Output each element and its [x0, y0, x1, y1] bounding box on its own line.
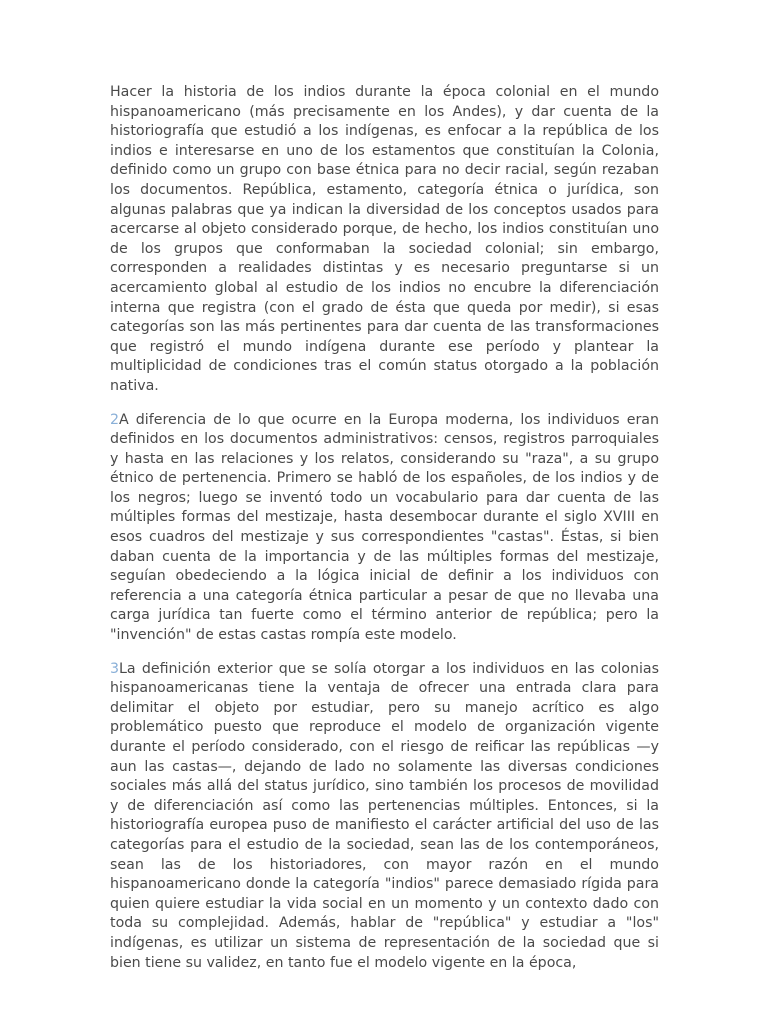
paragraph-2-text: A diferencia de lo que ocurre en la Europa moderna, los individuos eran definidos en los documentos administrativos: censos, registros parroquiales y hasta en las relaciones y los relatos, considerando su "raza", a su grupo étnico de pertenencia. Primero se habló de los españoles, de los indios y de los negros; luego se inventó todo un vocabulario para dar cuenta de las múltiples formas del mestizaje, hasta desembocar durante el siglo XVIII en esos cuadros del mestizaje y sus correspondientes "castas". Éstas, si bien daban cuenta de la importancia y de las múltiples formas del mestizaje, seguían obedeciendo a la lógica inicial de definir a los individuos con referencia a una categoría étnica particular a pesar de que no llevaba una carga jurídica tan fuerte como el término anterior de república; pero la "invención" de estas castas rompía este modelo.	[110, 411, 659, 644]
paragraph-2-number[interactable]: 2	[110, 411, 120, 428]
paragraph-3	[110, 660, 659, 974]
paragraph-1-text: Hacer la historia de los indios durante la época colonial en el mundo hispanoamericano (más precisamente en los Andes), y dar cuenta de la historiografía que estudió a los indígenas, es enfocar a la república de los indios e interesarse en uno de los estamentos que constituían la Colonia, definido como un grupo con base étnica para no decir racial, según rezaban los documentos. República, estamento, categoría étnica o jurídica, son algunas palabras que ya indican la diversidad de los conceptos usados para acercarse al objeto considerado porque, de hecho, los indios constituían uno de los grupos que conformaban la sociedad colonial; sin embargo, corresponden a realidades distintas y es necesario preguntarse si un acercamiento global al estudio de los indios no encubre la diferenciación interna que registra (con el grado de ésta que queda por medir), si esas categorías son las más pertinentes para dar cuenta de las transformaciones que registró el mundo indígena durante ese período y plantear la multiplicidad de condiciones tras el común status otorgado a la población nativa.	[110, 84, 659, 394]
paragraph-1	[110, 83, 659, 397]
paragraph-3-number[interactable]: 3	[110, 660, 120, 677]
document-page	[110, 83, 659, 987]
paragraph-3-text: La definición exterior que se solía otorgar a los individuos en las colonias hispanoamericanas tiene la ventaja de ofrecer una entrada clara para delimitar el objeto por estudiar, pero su manejo acrítico es algo problemático puesto que reproduce el modelo de organización vigente durante el período considerado, con el riesgo de reificar las repúblicas —y aun las castas—, dejando de lado no solamente las diversas condiciones sociales más allá del status jurídico, sino también los procesos de movilidad y de diferenciación así como las pertenencias múltiples. Entonces, si la historiografía europea puso de manifiesto el carácter artificial del uso de las categorías para el estudio de la sociedad, sean las de los contemporáneos, sean las de los historiadores, con mayor razón en el mundo hispanoamericano donde la categoría "indios" parece demasiado rígida para quien quiere estudiar la vida social en un momento y un contexto dado con toda su complejidad. Además, hablar de "república" y estudiar a "los" indígenas, es utilizar un sistema de representación de la sociedad que si bien tiene su validez, en tanto fue el modelo vigente en la época,	[110, 660, 659, 971]
paragraph-2	[110, 411, 659, 646]
